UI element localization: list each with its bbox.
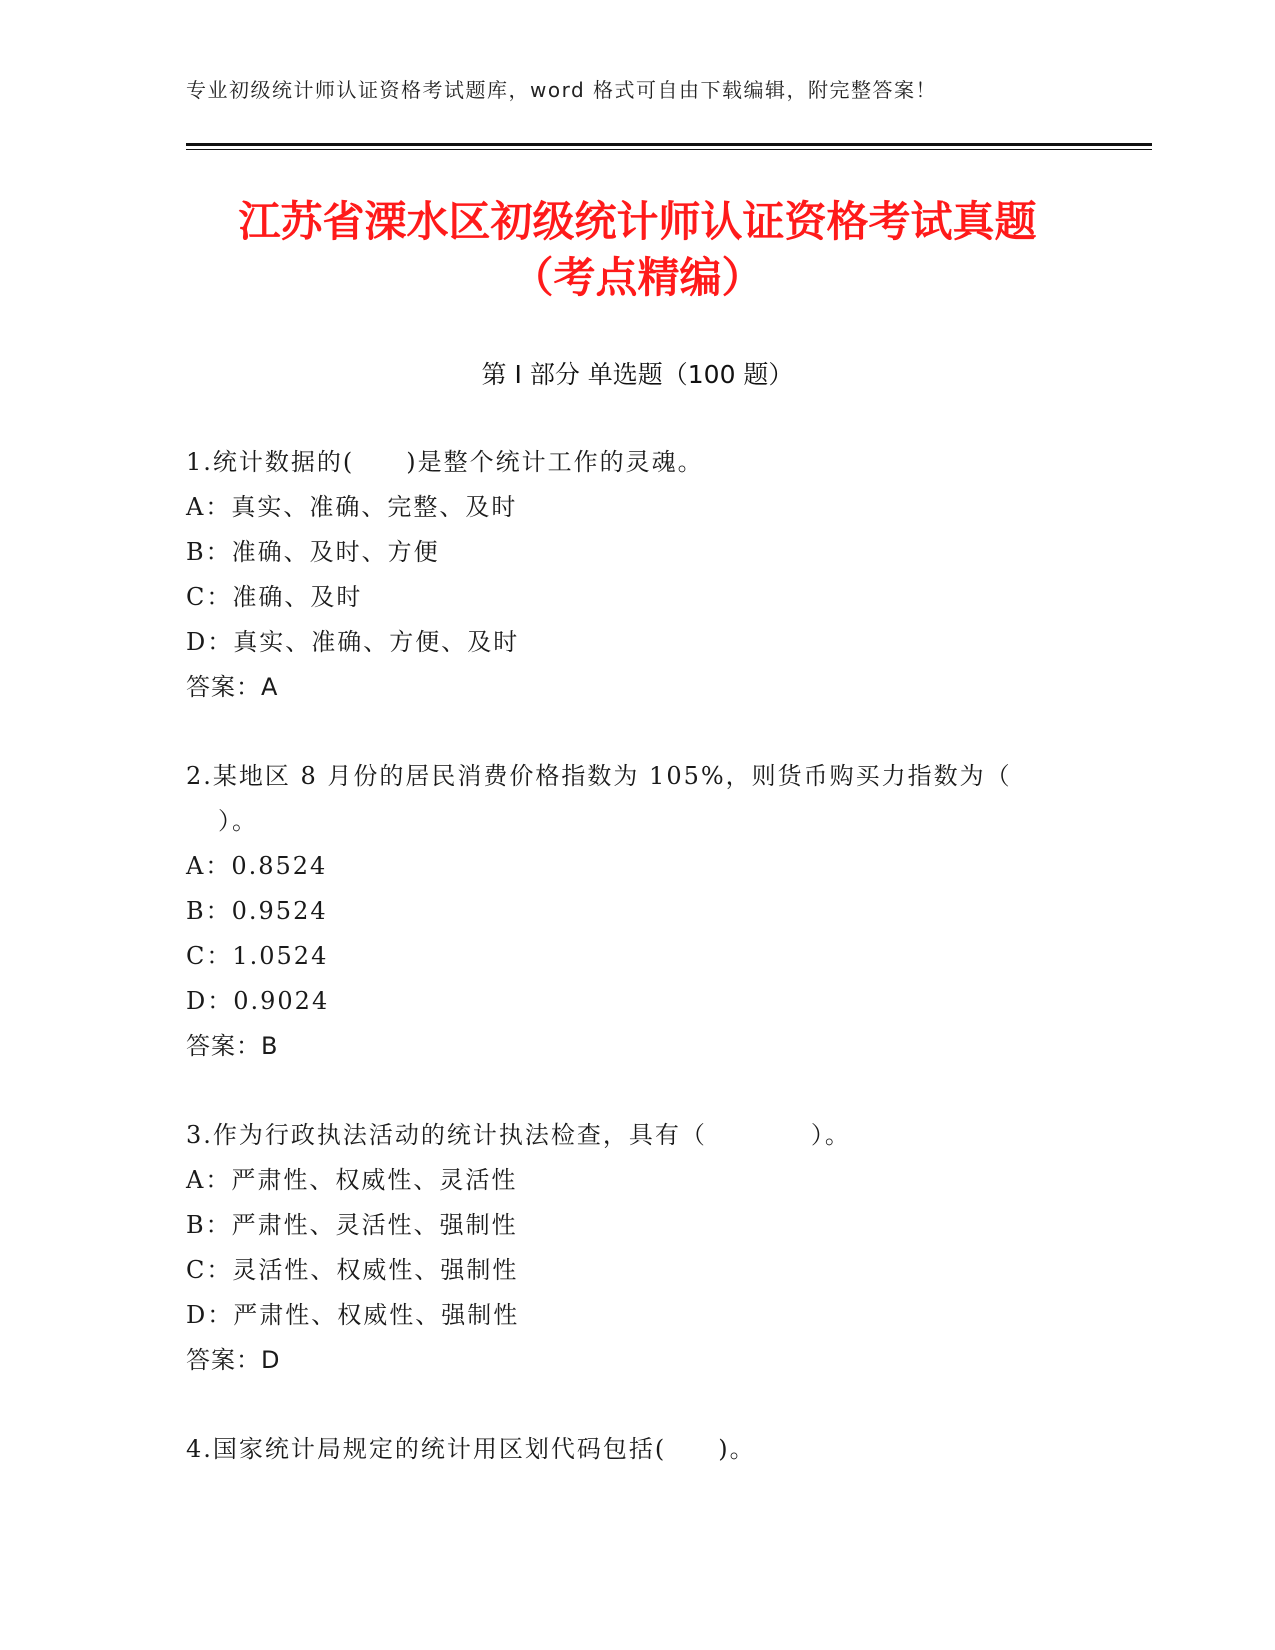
option-c: C：1.0524 bbox=[186, 942, 329, 970]
question-2 bbox=[186, 754, 1086, 1069]
option-d: D：严肃性、权威性、强制性 bbox=[186, 1301, 520, 1329]
question-stem bbox=[186, 754, 1086, 844]
option-b: B：0.9524 bbox=[186, 897, 328, 925]
option-b: B：准确、及时、方便 bbox=[186, 538, 440, 566]
answer-label: 答案：B bbox=[186, 1032, 279, 1060]
question-4 bbox=[186, 1427, 1086, 1472]
option-c: C：灵活性、权威性、强制性 bbox=[186, 1256, 519, 1284]
question-stem: 1.统计数据的( )是整个统计工作的灵魂。 bbox=[186, 448, 704, 476]
question-stem: 3.作为行政执法活动的统计执法检查，具有（ ）。 bbox=[186, 1121, 851, 1149]
header-divider-thick bbox=[186, 143, 1152, 146]
document-title bbox=[0, 194, 1275, 306]
option-a: A：严肃性、权威性、灵活性 bbox=[186, 1166, 518, 1194]
question-list bbox=[186, 440, 1086, 1516]
answer-label: 答案：A bbox=[186, 673, 279, 701]
option-d: D：0.9024 bbox=[186, 987, 330, 1015]
question-stem: 4.国家统计局规定的统计用区划代码包括( )。 bbox=[186, 1435, 756, 1463]
option-c: C：准确、及时 bbox=[186, 583, 363, 611]
option-d: D：真实、准确、方便、及时 bbox=[186, 628, 520, 656]
header-divider-thin bbox=[186, 149, 1152, 150]
option-b: B：严肃性、灵活性、强制性 bbox=[186, 1211, 518, 1239]
answer-label: 答案：D bbox=[186, 1346, 281, 1374]
document-title-line-2: （考点精编） bbox=[511, 253, 764, 302]
question-3 bbox=[186, 1113, 1086, 1383]
document-title-line-1: 江苏省溧水区初级统计师认证资格考试真题 bbox=[238, 197, 1037, 246]
question-stem-line-1: 2.某地区 8 月份的居民消费价格指数为 105%，则货币购买力指数为（ bbox=[186, 762, 1012, 790]
question-stem-line-2: ）。 bbox=[218, 807, 258, 835]
question-1 bbox=[186, 440, 1086, 710]
option-a: A：真实、准确、完整、及时 bbox=[186, 493, 518, 521]
page-header-note: 专业初级统计师认证资格考试题库，word 格式可自由下载编辑，附完整答案！ bbox=[186, 78, 938, 102]
section-heading: 第 I 部分 单选题（100 题） bbox=[481, 360, 794, 389]
option-a: A：0.8524 bbox=[186, 852, 328, 880]
